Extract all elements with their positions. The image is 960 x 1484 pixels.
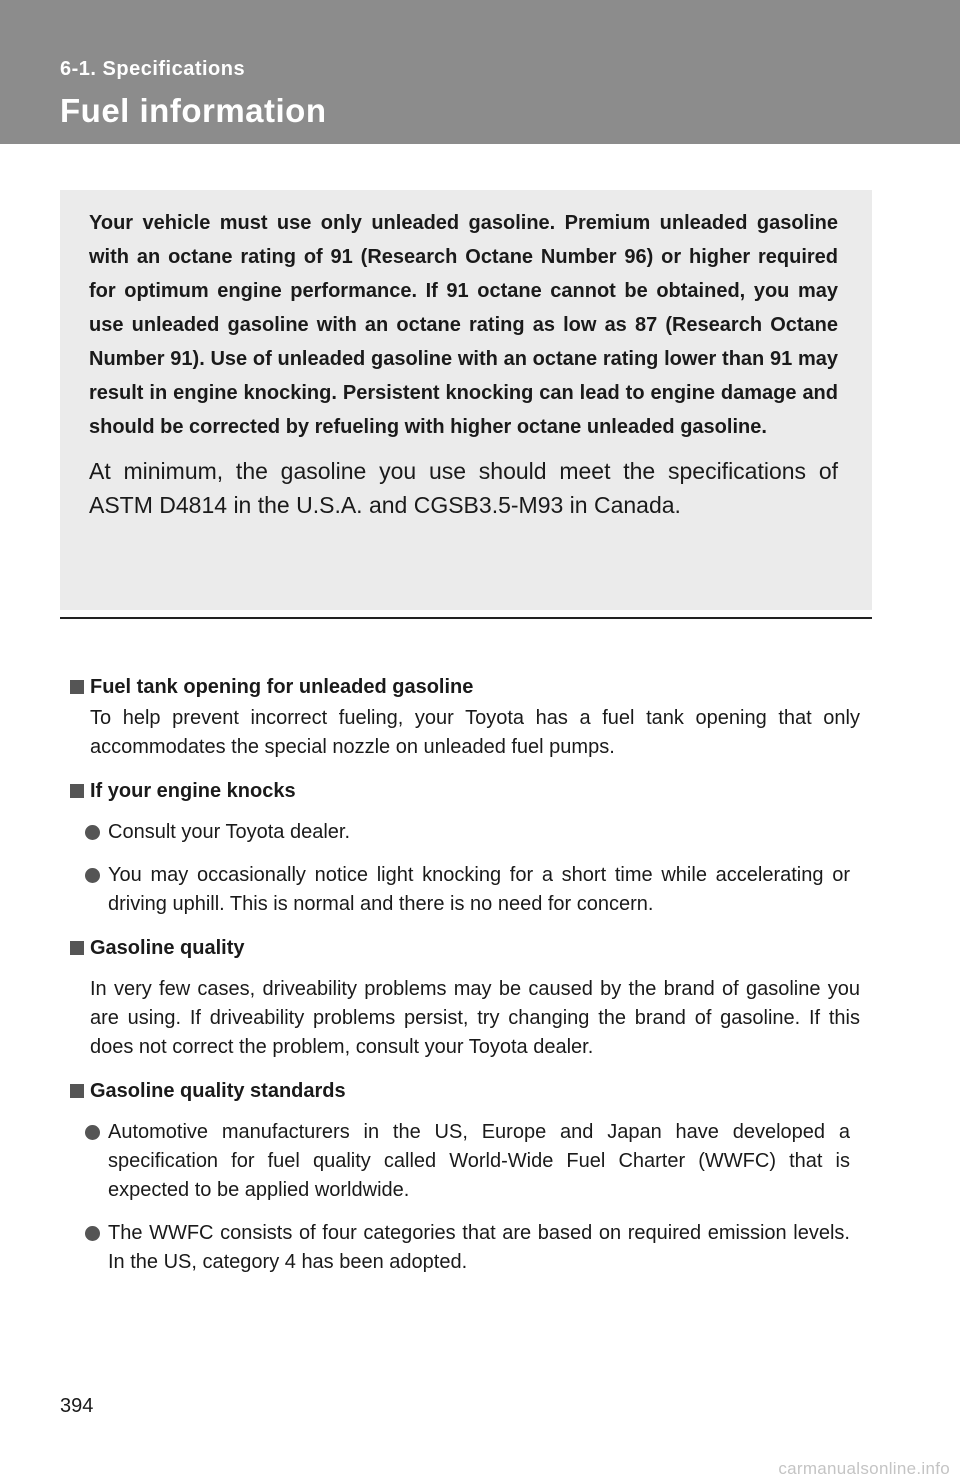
note-heading xyxy=(70,1076,860,1106)
gasoline-quality-text: In very few cases, driveability problems may be caused by the brand of gasoline you are using. If driveability problems persist, try changing the brand of gasoline. If this does not correct the problem, consult your Toyota dealer. xyxy=(90,978,860,1058)
circle-bullet-icon xyxy=(85,1226,100,1241)
circle-bullet-icon xyxy=(85,868,100,883)
summary-box xyxy=(60,190,872,610)
square-bullet-icon xyxy=(70,1084,84,1098)
list-item-text: Automotive manufacturers in the US, Europe and Japan have developed a specification for fuel quality called World-Wide Fuel Charter (WWFC) that is expected to be applied worldwide. xyxy=(108,1121,850,1201)
circle-bullet-icon xyxy=(85,1125,100,1140)
divider xyxy=(60,617,872,619)
summary-specification-text: At minimum, the gasoline you use should meet the specifications of ASTM D4814 in the U.S.A. and CGSB3.5-M93 in Canada. xyxy=(89,458,838,518)
list-item xyxy=(108,1118,850,1205)
notes-section xyxy=(70,672,860,1277)
circle-bullet-icon xyxy=(85,825,100,840)
list-item-text: The WWFC consists of four categories that are based on required emission levels. In the US, category 4 has been adopted. xyxy=(108,1222,850,1273)
page-title: Fuel information xyxy=(60,92,327,129)
note-heading xyxy=(70,776,860,806)
list-item xyxy=(108,818,850,847)
list-item-text: Consult your Toyota dealer. xyxy=(108,821,351,843)
gasoline-quality-heading: Gasoline quality xyxy=(90,937,245,959)
note-heading xyxy=(70,672,860,702)
page-number: 394 xyxy=(60,1395,94,1417)
list-item xyxy=(108,861,850,919)
note-heading xyxy=(70,933,860,963)
square-bullet-icon xyxy=(70,680,84,694)
header-band xyxy=(0,0,960,144)
fuel-tank-text: To help prevent incorrect fueling, your Toyota has a fuel tank opening that only accommodates the special nozzle on unleaded fuel pumps. xyxy=(90,707,860,758)
summary-requirement-text: Your vehicle must use only unleaded gasoline. Premium unleaded gasoline with an octane rating of 91 (Research Octane Number 96) or higher required for optimum engine performance. If 91 octane cannot be obtained, you may use unleaded gasoline with an octane rating as low as 87 (Research Octane Number 91). Use of unleaded gasoline with an octane rating lower than 91 may result in engine knocking. Persistent knocking can lead to engine damage and should be corrected by refueling with higher octane unleaded gasoline. xyxy=(89,212,838,438)
fuel-tank-heading: Fuel tank opening for unleaded gasoline xyxy=(90,676,474,698)
list-item xyxy=(108,1219,850,1277)
square-bullet-icon xyxy=(70,784,84,798)
list-item-text: You may occasionally notice light knocking for a short time while accelerating or driving uphill. This is normal and there is no need for concern. xyxy=(108,864,850,915)
engine-knocks-heading: If your engine knocks xyxy=(90,780,296,802)
watermark: carmanualsonline.info xyxy=(778,1459,950,1478)
quality-standards-heading: Gasoline quality standards xyxy=(90,1080,346,1102)
square-bullet-icon xyxy=(70,941,84,955)
section-label: 6-1. Specifications xyxy=(60,58,246,80)
